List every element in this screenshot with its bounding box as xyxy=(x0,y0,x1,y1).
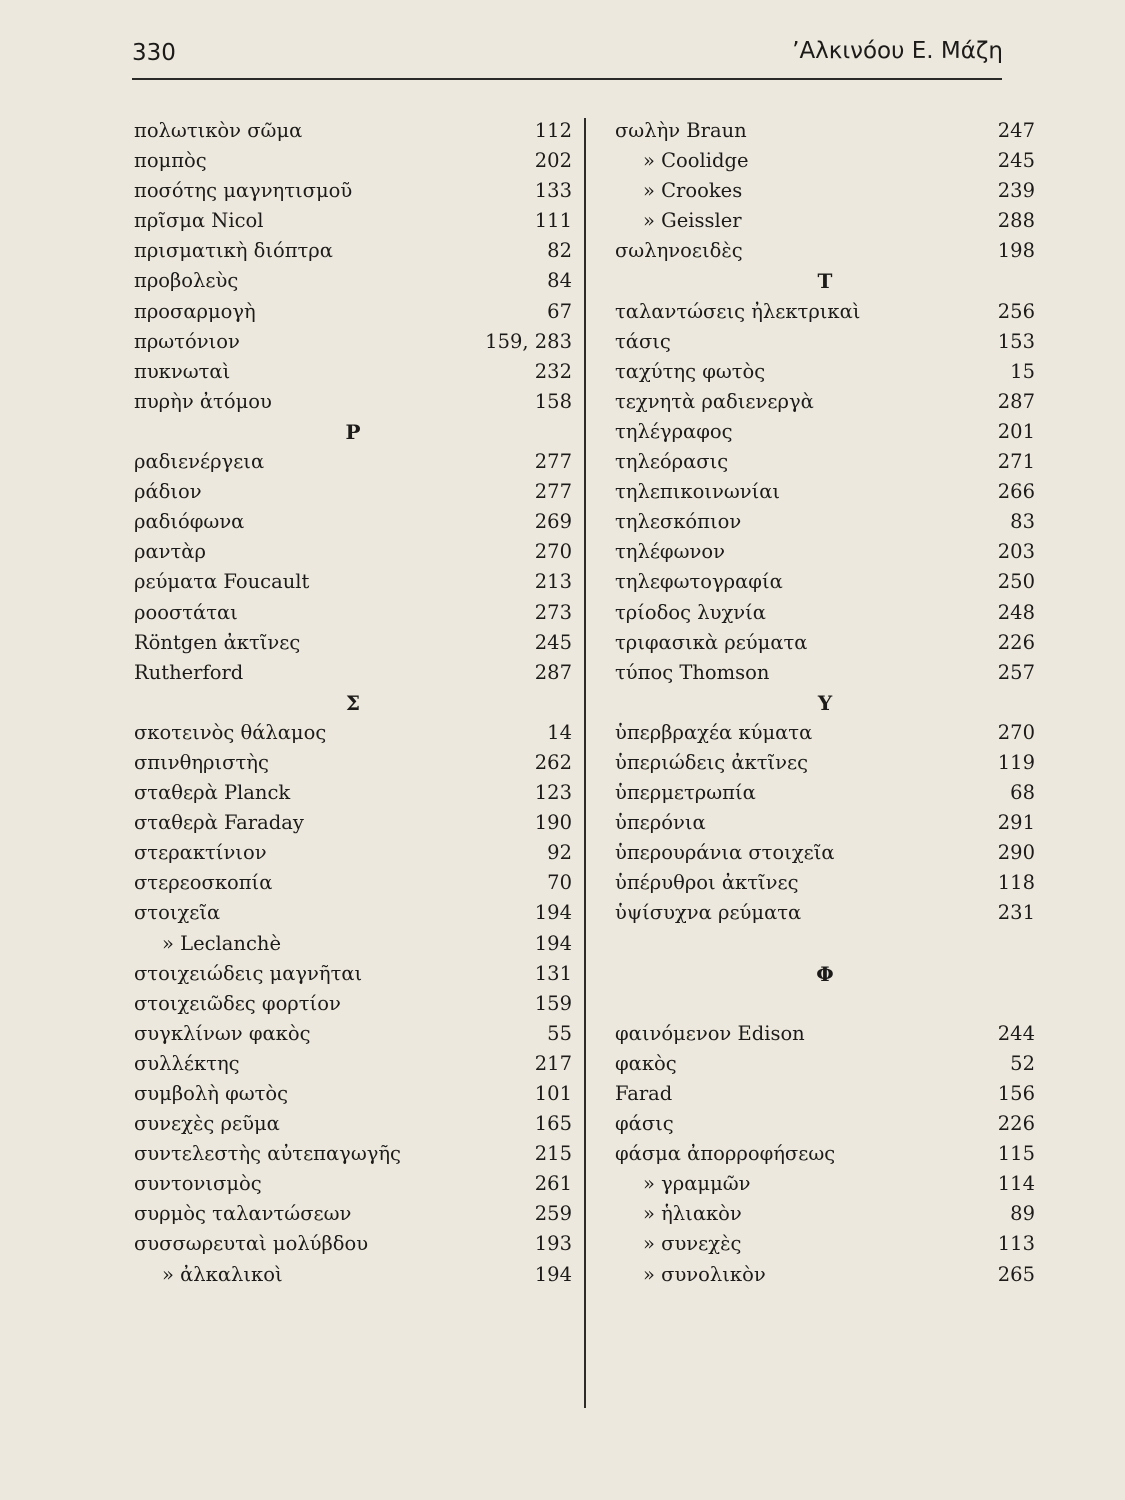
index-entry xyxy=(134,1079,572,1109)
index-entry xyxy=(134,266,572,296)
index-entry xyxy=(134,748,572,778)
index-entry xyxy=(134,838,572,868)
index-term: προβολεὺς xyxy=(134,269,239,293)
index-term: στοιχειώδεις μαγνῆται xyxy=(134,961,363,985)
index-entry xyxy=(134,477,572,507)
index-term: στοιχειῶδες φορτίον xyxy=(134,991,341,1015)
index-term: » Crookes xyxy=(643,179,743,203)
index-page-ref: 89 xyxy=(1010,1202,1035,1226)
index-term: στοιχεῖα xyxy=(134,901,221,925)
index-term: ποσότης μαγνητισμοῦ xyxy=(134,179,353,203)
index-term: συγκλίνων φακὸς xyxy=(134,1021,311,1045)
index-term: ὑπερόνια xyxy=(615,811,706,835)
index-page-ref: 165 xyxy=(534,1112,572,1136)
index-page-ref: 273 xyxy=(534,600,572,624)
index-entry xyxy=(134,1260,572,1290)
index-page-ref: 290 xyxy=(997,841,1035,865)
index-page-ref: 193 xyxy=(534,1232,572,1256)
index-entry xyxy=(134,327,572,357)
index-term: τάσις xyxy=(615,329,671,353)
index-term: συνεχὲς ρεῦμα xyxy=(134,1112,280,1136)
index-entry xyxy=(134,206,572,236)
index-term: » ἀλκαλικοὶ xyxy=(162,1262,283,1286)
index-page-ref: 288 xyxy=(997,209,1035,233)
index-entry xyxy=(615,387,1035,417)
index-term: ὑπερουράνια στοιχεῖα xyxy=(615,841,835,865)
index-page-ref: 118 xyxy=(997,871,1035,895)
index-entry xyxy=(615,1019,1035,1049)
index-page-ref: 114 xyxy=(997,1172,1035,1196)
index-entry xyxy=(134,898,572,928)
index-entry xyxy=(615,1229,1035,1259)
section-letter-heading: Y xyxy=(817,690,833,715)
index-term: » Coolidge xyxy=(643,149,749,173)
index-entry xyxy=(134,236,572,266)
index-entry xyxy=(615,447,1035,477)
index-term: σωλὴν Braun xyxy=(615,119,747,142)
index-term: φακὸς xyxy=(615,1051,677,1075)
index-page-ref: 55 xyxy=(547,1021,572,1045)
index-entry xyxy=(615,628,1035,658)
index-page-ref: 202 xyxy=(534,149,572,173)
index-term: » συνολικὸν xyxy=(643,1262,766,1286)
index-term: ραδιενέργεια xyxy=(134,450,265,474)
index-term: τηλεφωτογραφία xyxy=(615,570,783,594)
index-page-ref: 244 xyxy=(997,1021,1035,1045)
section-letter-heading: P xyxy=(345,419,361,444)
page-number: 330 xyxy=(132,40,176,66)
index-entry xyxy=(134,297,572,327)
index-page-ref: 194 xyxy=(534,1262,572,1286)
index-entry xyxy=(134,598,572,628)
blank-spacer xyxy=(615,929,1035,959)
index-page-ref: 112 xyxy=(534,119,572,142)
index-term: φάσμα ἀπορροφήσεως xyxy=(615,1142,836,1166)
index-page-ref: 270 xyxy=(997,720,1035,744)
index-term: ραδιόφωνα xyxy=(134,510,245,534)
index-entry xyxy=(615,1109,1035,1139)
index-page-ref: 261 xyxy=(534,1172,572,1196)
index-entry xyxy=(134,718,572,748)
index-term: στερακτίνιον xyxy=(134,841,267,865)
index-term: σκοτεινὸς θάλαμος xyxy=(134,720,327,744)
index-term: ὑπεριώδεις ἀκτῖνες xyxy=(615,750,809,774)
index-entry xyxy=(615,417,1035,447)
index-entry xyxy=(615,537,1035,567)
index-page-ref: 14 xyxy=(547,720,572,744)
index-page-ref: 92 xyxy=(547,841,572,865)
index-entry xyxy=(134,146,572,176)
index-term: τηλεσκόπιον xyxy=(615,510,742,534)
index-term: τύπος Thomson xyxy=(615,660,770,684)
index-term: » γραμμῶν xyxy=(643,1172,751,1196)
index-page-ref: 123 xyxy=(534,781,572,805)
index-term: ράδιον xyxy=(134,480,202,504)
index-page-ref: 158 xyxy=(534,389,572,413)
running-header: ’Αλκινόου Ε. Μάζη xyxy=(792,38,1003,64)
index-page-ref: 232 xyxy=(534,359,572,383)
index-term: συντονισμὸς xyxy=(134,1172,262,1196)
index-page-ref: 239 xyxy=(997,179,1035,203)
index-entry xyxy=(615,778,1035,808)
index-page-ref: 213 xyxy=(534,570,572,594)
index-term: » συνεχὲς xyxy=(643,1232,742,1256)
index-term: πυκνωταὶ xyxy=(134,359,231,383)
index-page-ref: 277 xyxy=(534,480,572,504)
index-page-ref: 247 xyxy=(997,119,1035,142)
index-page-ref: 271 xyxy=(997,450,1035,474)
index-term: συρμὸς ταλαντώσεων xyxy=(134,1202,352,1226)
index-term: ὑπερμετρωπία xyxy=(615,781,756,805)
index-term: ὑπέρυθροι ἀκτῖνες xyxy=(615,871,799,895)
index-entry xyxy=(134,1199,572,1229)
index-term: τρίοδος λυχνία xyxy=(615,600,766,624)
index-page-ref: 248 xyxy=(997,600,1035,624)
index-page-ref: 215 xyxy=(534,1142,572,1166)
index-page-ref: 67 xyxy=(547,299,572,323)
index-entry xyxy=(134,1109,572,1139)
index-term: σταθερὰ Faraday xyxy=(134,811,304,835)
index-page-ref: 198 xyxy=(997,239,1035,263)
index-page-ref: 257 xyxy=(997,660,1035,684)
index-entry xyxy=(615,567,1035,597)
index-page-ref: 250 xyxy=(997,570,1035,594)
index-page-ref: 70 xyxy=(547,871,572,895)
index-page-ref: 266 xyxy=(997,480,1035,504)
index-page-ref: 115 xyxy=(997,1142,1035,1166)
index-page-ref: 262 xyxy=(534,750,572,774)
index-term: ταχύτης φωτὸς xyxy=(615,359,766,383)
index-term: » Leclanchè xyxy=(162,931,281,955)
index-entry xyxy=(615,718,1035,748)
index-entry xyxy=(134,1139,572,1169)
index-entry xyxy=(615,236,1035,266)
index-term: τηλέγραφος xyxy=(615,419,733,443)
index-page-ref: 265 xyxy=(997,1262,1035,1286)
index-page-ref: 277 xyxy=(534,450,572,474)
index-page-ref: 156 xyxy=(997,1082,1035,1105)
index-page-ref: 259 xyxy=(534,1202,572,1226)
index-term: ταλαντώσεις ἠλεκτρικαὶ xyxy=(615,299,861,323)
index-entry xyxy=(134,1019,572,1049)
index-entry xyxy=(615,1079,1035,1109)
index-page-ref: 153 xyxy=(997,329,1035,353)
index-page-ref: 52 xyxy=(1010,1051,1035,1075)
index-entry xyxy=(615,116,1035,146)
index-entry xyxy=(134,387,572,417)
index-term: » Geissler xyxy=(643,209,742,233)
index-term: σπινθηριστὴς xyxy=(134,750,269,774)
index-page-ref: 113 xyxy=(997,1232,1035,1256)
index-entry xyxy=(134,808,572,838)
index-term: στερεοσκοπία xyxy=(134,871,273,895)
index-term: φάσις xyxy=(615,1112,674,1136)
header-rule xyxy=(132,78,1002,80)
index-entry xyxy=(134,1169,572,1199)
index-term: συντελεστὴς αὐτεπαγωγῆς xyxy=(134,1142,401,1166)
index-entry xyxy=(615,507,1035,537)
index-page-ref: 159 xyxy=(534,991,572,1015)
index-term: πυρὴν ἀτόμου xyxy=(134,389,272,413)
index-term: τηλεπικοινωνίαι xyxy=(615,480,781,504)
index-entry xyxy=(615,808,1035,838)
index-entry xyxy=(134,959,572,989)
index-entry xyxy=(615,1199,1035,1229)
index-page-ref: 287 xyxy=(534,660,572,684)
index-entry xyxy=(134,537,572,567)
index-term: τηλεόρασις xyxy=(615,450,729,474)
index-page-ref: 231 xyxy=(997,901,1035,925)
section-letter-heading: T xyxy=(817,269,833,294)
index-term: Rutherford xyxy=(134,660,244,684)
index-entry xyxy=(615,477,1035,507)
index-page-ref: 256 xyxy=(997,299,1035,323)
index-entry xyxy=(134,778,572,808)
index-page-ref: 68 xyxy=(1010,781,1035,805)
index-page-ref: 270 xyxy=(534,540,572,564)
index-page-ref: 131 xyxy=(534,961,572,985)
section-letter-heading: Σ xyxy=(345,690,361,715)
index-page-ref: 82 xyxy=(547,239,572,263)
index-entry xyxy=(615,357,1035,387)
index-term: τριφασικὰ ρεύματα xyxy=(615,630,808,654)
index-page-ref: 226 xyxy=(997,630,1035,654)
index-page-ref: 245 xyxy=(997,149,1035,173)
index-entry xyxy=(615,748,1035,778)
index-term: πομπὸς xyxy=(134,149,207,173)
index-column-left xyxy=(134,116,572,1290)
index-entry xyxy=(134,357,572,387)
index-column-right xyxy=(615,116,1035,1290)
index-entry xyxy=(615,1049,1035,1079)
index-entry xyxy=(134,1049,572,1079)
index-entry xyxy=(615,327,1035,357)
index-entry xyxy=(134,116,572,146)
index-term: φαινόμενον Edison xyxy=(615,1021,805,1045)
index-term: συλλέκτης xyxy=(134,1051,240,1075)
index-term: πρῖσμα Nicol xyxy=(134,209,264,233)
index-page-ref: 111 xyxy=(534,209,572,233)
index-term: ρεύματα Foucault xyxy=(134,570,310,594)
index-entry xyxy=(615,898,1035,928)
index-entry xyxy=(134,929,572,959)
index-entry xyxy=(615,206,1035,236)
index-term: Farad xyxy=(615,1082,673,1105)
index-page-ref: 133 xyxy=(534,179,572,203)
index-entry xyxy=(615,868,1035,898)
index-entry xyxy=(615,176,1035,206)
blank-spacer xyxy=(615,989,1035,1019)
index-page-ref: 287 xyxy=(997,389,1035,413)
index-page-ref: 217 xyxy=(534,1051,572,1075)
index-page-ref: 83 xyxy=(1010,510,1035,534)
index-term: συμβολὴ φωτὸς xyxy=(134,1082,289,1105)
index-entry xyxy=(615,658,1035,688)
index-entry xyxy=(134,989,572,1019)
index-entry xyxy=(134,567,572,597)
index-entry xyxy=(134,1229,572,1259)
index-term: σταθερὰ Planck xyxy=(134,781,291,805)
index-entry xyxy=(615,598,1035,628)
index-term: πρισματικὴ διόπτρα xyxy=(134,239,333,263)
section-letter-heading: Φ xyxy=(816,961,834,986)
index-term: ὑψίσυχνα ρεύματα xyxy=(615,901,802,925)
index-page-ref: 159, 283 xyxy=(485,329,572,353)
index-term: ραντὰρ xyxy=(134,540,206,564)
index-term: συσσωρευταὶ μολύβδου xyxy=(134,1232,369,1256)
index-entry xyxy=(615,1260,1035,1290)
index-term: πρωτόνιον xyxy=(134,329,240,353)
index-entry xyxy=(134,507,572,537)
index-entry xyxy=(134,658,572,688)
index-page-ref: 119 xyxy=(997,750,1035,774)
index-entry xyxy=(615,146,1035,176)
index-page-ref: 101 xyxy=(534,1082,572,1105)
index-page-ref: 15 xyxy=(1010,359,1035,383)
index-term: ροοστάται xyxy=(134,600,238,624)
index-page-ref: 194 xyxy=(534,901,572,925)
index-entry xyxy=(134,447,572,477)
index-entry xyxy=(134,176,572,206)
index-entry xyxy=(615,838,1035,868)
index-term: τεχνητὰ ραδιενεργὰ xyxy=(615,389,814,413)
index-entry xyxy=(134,868,572,898)
index-term: προσαρμογὴ xyxy=(134,299,256,323)
index-page-ref: 291 xyxy=(997,811,1035,835)
index-entry xyxy=(615,1169,1035,1199)
index-term: σωληνοειδὲς xyxy=(615,239,743,263)
index-page-ref: 84 xyxy=(547,269,572,293)
index-entry xyxy=(615,297,1035,327)
index-page-ref: 226 xyxy=(997,1112,1035,1136)
index-term: Röntgen ἀκτῖνες xyxy=(134,630,301,654)
index-page-ref: 203 xyxy=(997,540,1035,564)
index-term: τηλέφωνον xyxy=(615,540,725,564)
index-entry xyxy=(134,628,572,658)
index-entry xyxy=(615,1139,1035,1169)
index-page-ref: 194 xyxy=(534,931,572,955)
index-term: ὑπερβραχέα κύματα xyxy=(615,720,813,744)
index-page-ref: 245 xyxy=(534,630,572,654)
column-divider xyxy=(584,118,586,1408)
index-page-ref: 201 xyxy=(997,419,1035,443)
index-term: » ἡλιακὸν xyxy=(643,1202,742,1226)
index-page-ref: 269 xyxy=(534,510,572,534)
index-term: πολωτικὸν σῶμα xyxy=(134,119,303,142)
index-page-ref: 190 xyxy=(534,811,572,835)
